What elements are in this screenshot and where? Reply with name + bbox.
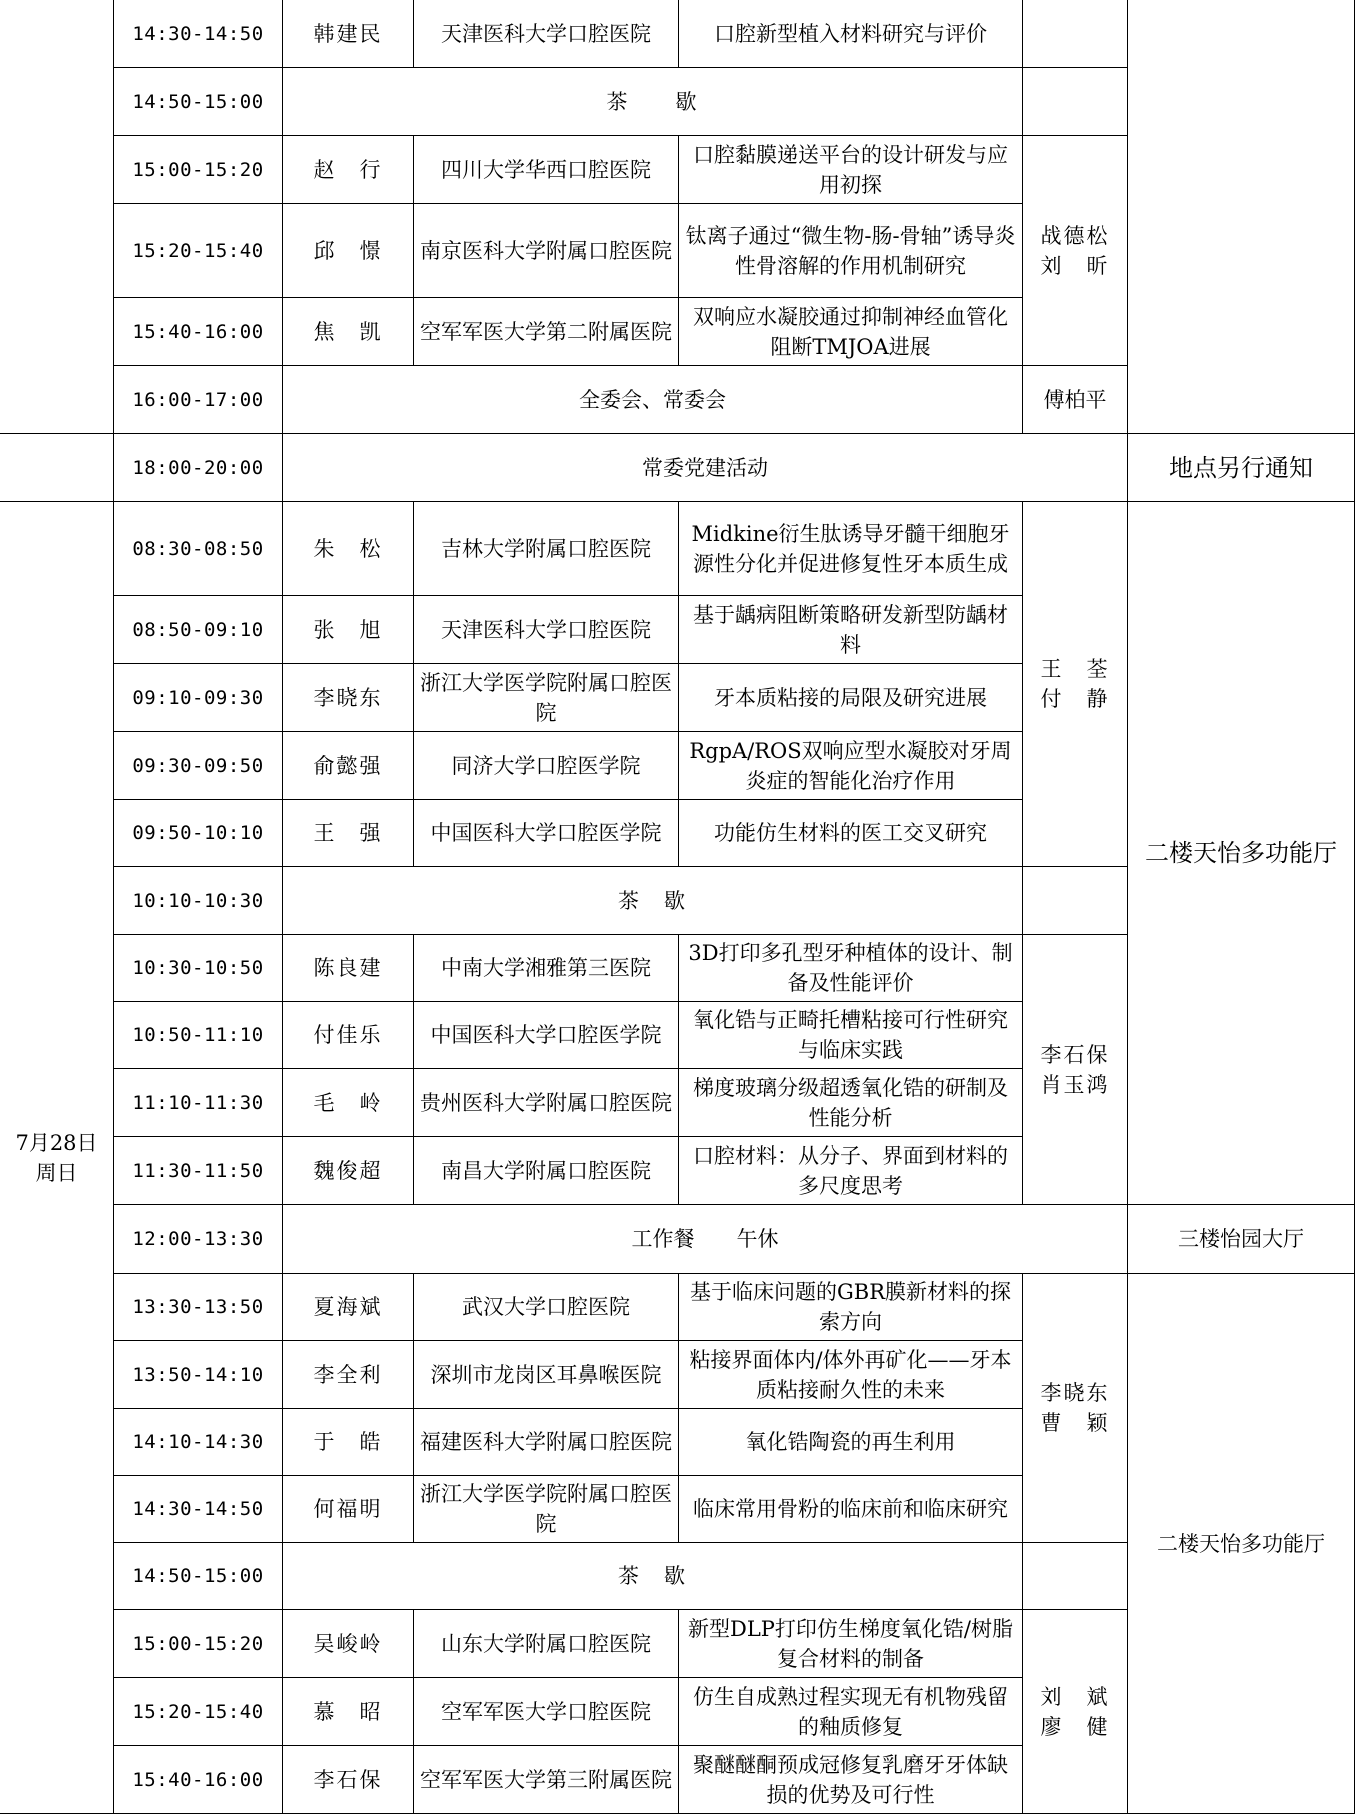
- morning-speaker-6: 陈良建: [282, 934, 414, 1002]
- morning-hosts-a: 王 荃 付 静: [1022, 501, 1128, 867]
- afternoon-speaker-2: 于 皓: [282, 1408, 414, 1476]
- afternoon-org-5: 山东大学附属口腔医院: [413, 1609, 679, 1678]
- afternoon-topic-6: 仿生自成熟过程实现无有机物残留的釉质修复: [678, 1677, 1023, 1746]
- morning-org-8: 贵州医科大学附属口腔医院: [413, 1068, 679, 1137]
- afternoon-topic-5: 新型DLP打印仿生梯度氧化锆/树脂复合材料的制备: [678, 1609, 1023, 1678]
- day1-time-0: 14:30-14:50: [113, 0, 283, 68]
- morning-org-7: 中国医科大学口腔医学院: [413, 1001, 679, 1069]
- morning-org-2: 浙江大学医学院附属口腔医院: [413, 663, 679, 732]
- morning-speaker-2: 李晓东: [282, 663, 414, 732]
- day1-host-empty-1: [1022, 0, 1128, 68]
- afternoon-topic-1: 粘接界面体内/体外再矿化——牙本质粘接耐久性的未来: [678, 1340, 1023, 1409]
- morning-org-4: 中国医科大学口腔医学院: [413, 799, 679, 867]
- afternoon-break: 茶 歇: [282, 1542, 1023, 1610]
- evening-date-cell: [0, 433, 114, 502]
- afternoon-time-2: 14:10-14:30: [113, 1408, 283, 1476]
- afternoon-speaker-1: 李全利: [282, 1340, 414, 1409]
- day1-org-4: 空军军医大学第二附属医院: [413, 297, 679, 366]
- day1-date-cell: [0, 0, 114, 434]
- day1-topic-0: 口腔新型植入材料研究与评价: [678, 0, 1023, 68]
- day1-hosts: 战德松 刘 昕: [1022, 135, 1128, 366]
- morning-time-3: 09:30-09:50: [113, 731, 283, 800]
- day1-time-1: 14:50-15:00: [113, 67, 283, 136]
- morning-org-9: 南昌大学附属口腔医院: [413, 1136, 679, 1205]
- morning-speaker-0: 朱 松: [282, 501, 414, 596]
- morning-host-empty: [1022, 866, 1128, 935]
- morning-speaker-1: 张 旭: [282, 595, 414, 664]
- afternoon-topic-3: 临床常用骨粉的临床前和临床研究: [678, 1475, 1023, 1543]
- morning-time-6: 10:30-10:50: [113, 934, 283, 1002]
- morning-break: 茶 歇: [282, 866, 1023, 935]
- afternoon-time-7: 15:40-16:00: [113, 1745, 283, 1814]
- afternoon-org-2: 福建医科大学附属口腔医院: [413, 1408, 679, 1476]
- morning-speaker-3: 俞懿强: [282, 731, 414, 800]
- day1-time-2: 15:00-15:20: [113, 135, 283, 204]
- morning-speaker-7: 付佳乐: [282, 1001, 414, 1069]
- afternoon-hosts-b: 刘 斌 廖 健: [1022, 1609, 1128, 1814]
- morning-speaker-9: 魏俊超: [282, 1136, 414, 1205]
- morning-topic-8: 梯度玻璃分级超透氧化锆的研制及性能分析: [678, 1068, 1023, 1137]
- morning-time-4: 09:50-10:10: [113, 799, 283, 867]
- morning-topic-7: 氧化锆与正畸托槽粘接可行性研究与临床实践: [678, 1001, 1023, 1069]
- afternoon-org-1: 深圳市龙岗区耳鼻喉医院: [413, 1340, 679, 1409]
- afternoon-host-empty: [1022, 1542, 1128, 1610]
- morning-speaker-4: 王 强: [282, 799, 414, 867]
- morning-time-9: 11:30-11:50: [113, 1136, 283, 1205]
- morning-org-1: 天津医科大学口腔医院: [413, 595, 679, 664]
- morning-topic-2: 牙本质粘接的局限及研究进展: [678, 663, 1023, 732]
- afternoon-time-3: 14:30-14:50: [113, 1475, 283, 1543]
- morning-topic-9: 口腔材料：从分子、界面到材料的多尺度思考: [678, 1136, 1023, 1205]
- afternoon-speaker-5: 吴峻岭: [282, 1609, 414, 1678]
- afternoon-org-3: 浙江大学医学院附属口腔医院: [413, 1475, 679, 1543]
- morning-time-1: 08:50-09:10: [113, 595, 283, 664]
- morning-speaker-8: 毛 岭: [282, 1068, 414, 1137]
- afternoon-speaker-7: 李石保: [282, 1745, 414, 1814]
- afternoon-time-6: 15:20-15:40: [113, 1677, 283, 1746]
- afternoon-time-4: 14:50-15:00: [113, 1542, 283, 1610]
- day1-speaker-4: 焦 凯: [282, 297, 414, 366]
- day1-topic-2: 口腔黏膜递送平台的设计研发与应用初探: [678, 135, 1023, 204]
- day1-speaker-3: 邱 憬: [282, 203, 414, 298]
- day2-date: 7月28日 周日: [0, 501, 114, 1814]
- day1-org-0: 天津医科大学口腔医院: [413, 0, 679, 68]
- morning-topic-0: Midkine衍生肽诱导牙髓干细胞牙源性分化并促进修复性牙本质生成: [678, 501, 1023, 596]
- afternoon-venue: 二楼天怡多功能厅: [1127, 1273, 1355, 1814]
- lunch-time: 12:00-13:30: [113, 1204, 283, 1274]
- day1-org-3: 南京医科大学附属口腔医院: [413, 203, 679, 298]
- afternoon-topic-7: 聚醚醚酮预成冠修复乳磨牙牙体缺损的优势及可行性: [678, 1745, 1023, 1814]
- afternoon-org-6: 空军军医大学口腔医院: [413, 1677, 679, 1746]
- lunch-venue: 三楼怡园大厅: [1127, 1204, 1355, 1274]
- day1-org-2: 四川大学华西口腔医院: [413, 135, 679, 204]
- day1-topic-3: 钛离子通过“微生物-肠-骨轴”诱导炎性骨溶解的作用机制研究: [678, 203, 1023, 298]
- morning-topic-1: 基于龋病阻断策略研发新型防龋材料: [678, 595, 1023, 664]
- afternoon-speaker-6: 慕 昭: [282, 1677, 414, 1746]
- morning-topic-6: 3D打印多孔型牙种植体的设计、制备及性能评价: [678, 934, 1023, 1002]
- morning-org-6: 中南大学湘雅第三医院: [413, 934, 679, 1002]
- afternoon-topic-2: 氧化锆陶瓷的再生利用: [678, 1408, 1023, 1476]
- morning-venue: 二楼天怡多功能厅: [1127, 501, 1355, 1205]
- morning-time-0: 08:30-08:50: [113, 501, 283, 596]
- day1-time-5: 16:00-17:00: [113, 365, 283, 434]
- afternoon-speaker-3: 何福明: [282, 1475, 414, 1543]
- day1-host-empty-2: [1022, 67, 1128, 136]
- afternoon-speaker-0: 夏海斌: [282, 1273, 414, 1341]
- morning-org-3: 同济大学口腔医学院: [413, 731, 679, 800]
- afternoon-topic-0: 基于临床问题的GBR膜新材料的探索方向: [678, 1273, 1023, 1341]
- morning-topic-3: RgpA/ROS双响应型水凝胶对牙周炎症的智能化治疗作用: [678, 731, 1023, 800]
- day1-time-4: 15:40-16:00: [113, 297, 283, 366]
- afternoon-time-5: 15:00-15:20: [113, 1609, 283, 1678]
- afternoon-time-0: 13:30-13:50: [113, 1273, 283, 1341]
- evening-event: 常委党建活动: [282, 433, 1128, 502]
- day1-topic-4: 双响应水凝胶通过抑制神经血管化阻断TMJOA进展: [678, 297, 1023, 366]
- lunch-event: 工作餐 午休: [282, 1204, 1128, 1274]
- afternoon-org-0: 武汉大学口腔医院: [413, 1273, 679, 1341]
- morning-time-8: 11:10-11:30: [113, 1068, 283, 1137]
- morning-time-7: 10:50-11:10: [113, 1001, 283, 1069]
- day1-host: 傅柏平: [1022, 365, 1128, 434]
- morning-time-5: 10:10-10:30: [113, 866, 283, 935]
- evening-venue: 地点另行通知: [1127, 433, 1355, 502]
- day1-time-3: 15:20-15:40: [113, 203, 283, 298]
- morning-time-2: 09:10-09:30: [113, 663, 283, 732]
- day1-speaker-2: 赵 行: [282, 135, 414, 204]
- evening-time: 18:00-20:00: [113, 433, 283, 502]
- morning-topic-4: 功能仿生材料的医工交叉研究: [678, 799, 1023, 867]
- afternoon-org-7: 空军军医大学第三附属医院: [413, 1745, 679, 1814]
- afternoon-time-1: 13:50-14:10: [113, 1340, 283, 1409]
- day1-venue-cell: [1127, 0, 1355, 434]
- morning-hosts-b: 李石保 肖玉鸿: [1022, 934, 1128, 1205]
- afternoon-hosts-a: 李晓东 曹 颖: [1022, 1273, 1128, 1543]
- day1-break: 茶 歇: [282, 67, 1023, 136]
- day1-speaker-0: 韩建民: [282, 0, 414, 68]
- day1-event: 全委会、常委会: [282, 365, 1023, 434]
- morning-org-0: 吉林大学附属口腔医院: [413, 501, 679, 596]
